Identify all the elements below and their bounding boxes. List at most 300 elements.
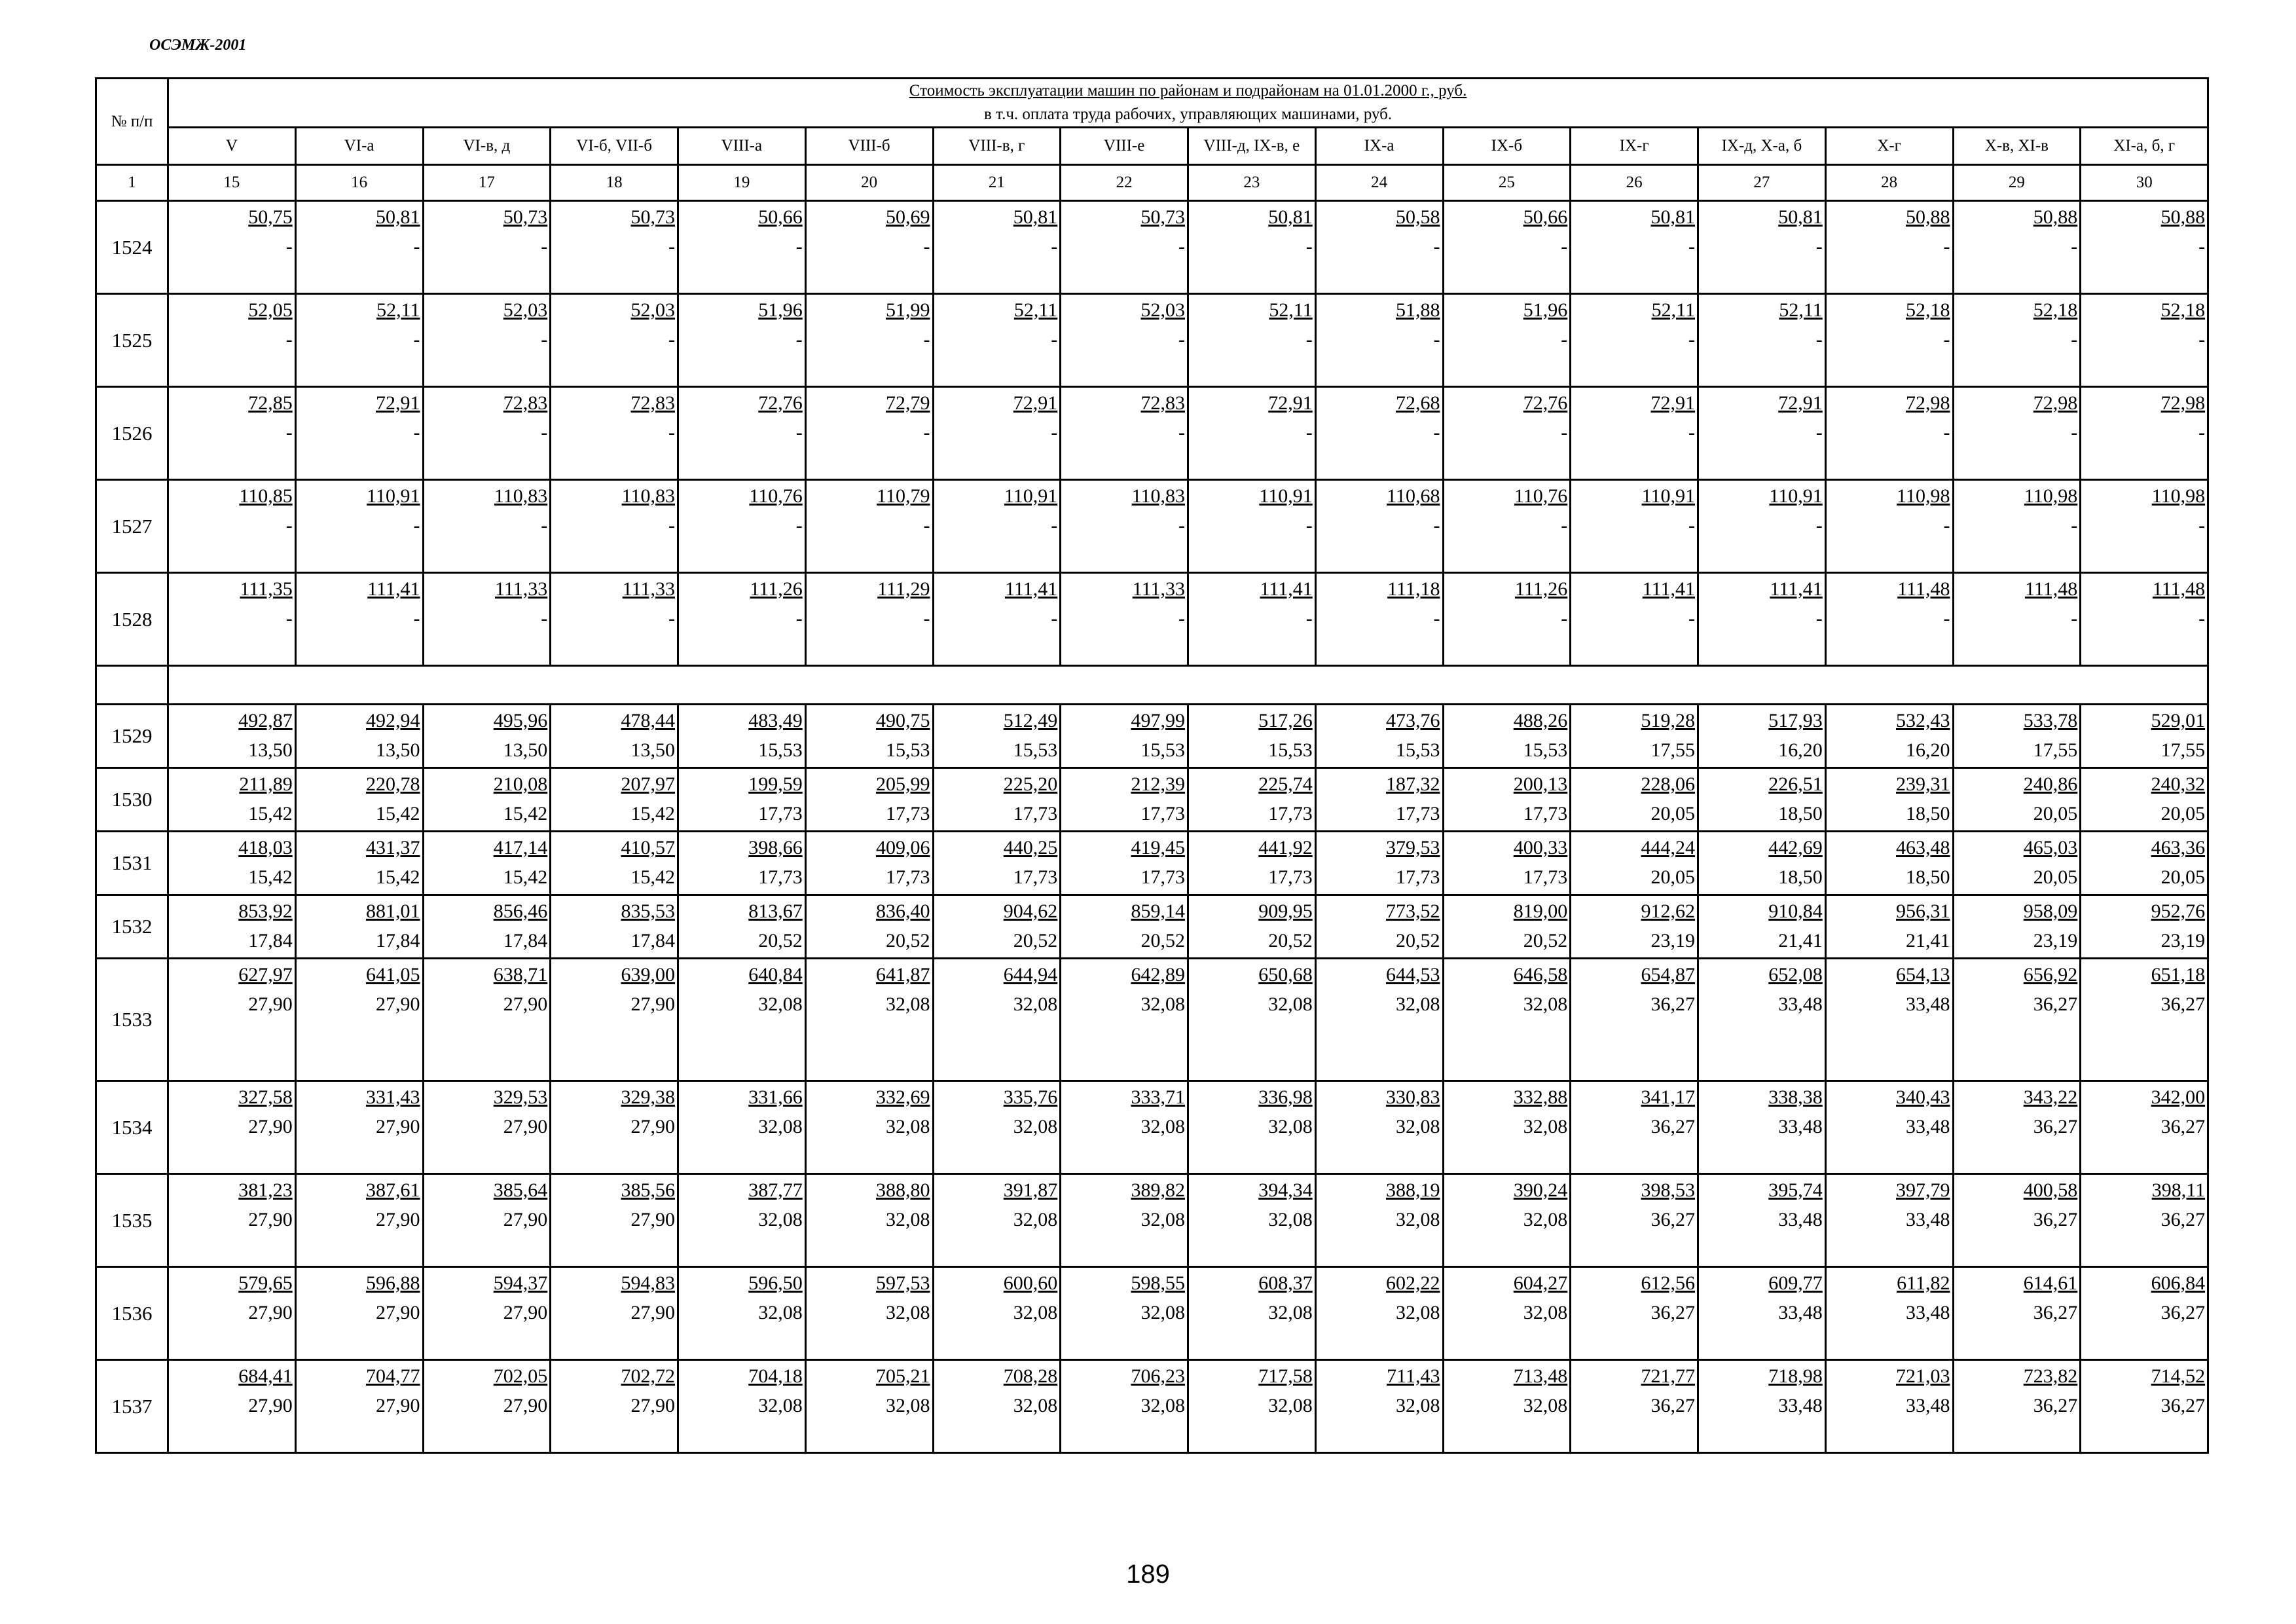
- labor-cost-value: -: [1305, 608, 1313, 629]
- operating-cost-value: 332,69: [876, 1086, 930, 1108]
- labor-cost-value: -: [668, 236, 675, 257]
- labor-cost-value: 36,27: [2160, 1116, 2206, 1137]
- value-cell: [295, 573, 423, 666]
- operating-cost-value: 853,92: [238, 900, 293, 922]
- value-cell: [551, 768, 678, 832]
- labor-cost-value: 32,08: [1140, 1302, 1185, 1323]
- operating-cost-value: 654,87: [1641, 964, 1695, 986]
- operating-cost-value: 72,91: [1013, 392, 1058, 414]
- value-cell: [1571, 1174, 1698, 1267]
- column-number-row: [96, 165, 2208, 201]
- operating-cost-value: 210,08: [493, 773, 548, 795]
- labor-cost-value: -: [668, 422, 675, 443]
- operating-cost-value: 72,98: [2160, 392, 2206, 414]
- labor-cost-value: 20,52: [886, 930, 930, 951]
- value-cell: [1061, 294, 1188, 387]
- region-header: IX-а: [1315, 128, 1443, 165]
- labor-cost-value: 17,84: [248, 930, 293, 951]
- labor-cost-value: 20,05: [2160, 866, 2206, 888]
- value-cell: [1571, 832, 1698, 895]
- operating-cost-value: 335,76: [1003, 1086, 1058, 1108]
- operating-cost-value: 881,01: [366, 900, 420, 922]
- operating-cost-value: 611,82: [1897, 1272, 1950, 1294]
- value-cell: [1953, 1174, 2081, 1267]
- operating-cost-value: 650,68: [1258, 964, 1313, 986]
- labor-cost-value: 33,48: [1906, 1116, 1950, 1137]
- labor-cost-value: 17,73: [1523, 803, 1568, 824]
- value-cell: [678, 1360, 806, 1453]
- region-header: VIII-д, IX-в, е: [1188, 128, 1316, 165]
- operating-cost-value: 52,11: [376, 299, 420, 321]
- labor-cost-value: 23,19: [2033, 930, 2078, 951]
- value-cell: [168, 201, 296, 294]
- operating-cost-value: 110,83: [621, 485, 675, 507]
- operating-cost-value: 641,05: [366, 964, 420, 986]
- value-cell: [1953, 768, 2081, 832]
- value-cell: [2081, 294, 2208, 387]
- labor-cost-value: 36,27: [1650, 993, 1695, 1015]
- labor-cost-value: 27,90: [248, 1302, 293, 1323]
- value-cell: [933, 1360, 1061, 1453]
- value-cell: [933, 387, 1061, 480]
- value-cell: [805, 387, 933, 480]
- operating-cost-value: 72,98: [1906, 392, 1950, 414]
- operating-cost-value: 492,87: [238, 710, 293, 731]
- operating-cost-value: 773,52: [1386, 900, 1440, 922]
- value-cell: [1443, 832, 1571, 895]
- operating-cost-value: 385,64: [493, 1179, 548, 1201]
- value-cell: [805, 1360, 933, 1453]
- labor-cost-value: -: [1561, 422, 1568, 443]
- labor-cost-value: 23,19: [2160, 930, 2206, 951]
- value-cell: [295, 1267, 423, 1360]
- labor-cost-value: -: [1688, 608, 1695, 629]
- table-title: [168, 79, 2208, 128]
- labor-cost-value: 20,05: [1650, 803, 1695, 824]
- operating-cost-value: 856,46: [493, 900, 548, 922]
- operating-cost-value: 398,53: [1641, 1179, 1695, 1201]
- labor-cost-value: 33,48: [1778, 1302, 1823, 1323]
- operating-cost-value: 440,25: [1003, 837, 1058, 858]
- column-number: 21: [933, 165, 1061, 201]
- value-cell: [805, 768, 933, 832]
- labor-cost-value: 17,73: [1140, 803, 1185, 824]
- labor-cost-value: 15,42: [630, 803, 675, 824]
- operating-cost-value: 329,38: [621, 1086, 675, 1108]
- value-cell: [1698, 387, 1826, 480]
- labor-cost-value: 15,42: [503, 803, 548, 824]
- value-cell: [168, 480, 296, 573]
- operating-cost-value: 387,61: [366, 1179, 420, 1201]
- labor-cost-value: -: [1178, 329, 1185, 350]
- labor-cost-value: 17,55: [1650, 739, 1695, 761]
- labor-cost-value: -: [1943, 236, 1950, 257]
- operating-cost-value: 654,13: [1896, 964, 1950, 986]
- labor-cost-value: 32,08: [1268, 1302, 1313, 1323]
- labor-cost-value: -: [795, 236, 803, 257]
- labor-cost-value: -: [2071, 329, 2078, 350]
- value-cell: [1698, 201, 1826, 294]
- labor-cost-value: 15,42: [248, 866, 293, 888]
- value-cell: [1061, 387, 1188, 480]
- value-cell: [551, 1360, 678, 1453]
- operating-cost-value: 813,67: [748, 900, 803, 922]
- value-cell: [805, 480, 933, 573]
- operating-cost-value: 110,98: [2024, 485, 2078, 507]
- value-cell: [1571, 294, 1698, 387]
- value-cell: [2081, 895, 2208, 959]
- labor-cost-value: -: [668, 329, 675, 350]
- labor-cost-value: 17,73: [1268, 866, 1313, 888]
- operating-cost-value: 684,41: [238, 1365, 293, 1387]
- labor-cost-value: 32,08: [1013, 1395, 1058, 1416]
- operating-cost-value: 912,62: [1641, 900, 1695, 922]
- value-cell: [1571, 895, 1698, 959]
- separator-cell: [96, 666, 168, 705]
- table-row: [96, 832, 2208, 895]
- labor-cost-value: -: [1305, 422, 1313, 443]
- operating-cost-value: 952,76: [2151, 900, 2206, 922]
- labor-cost-value: 32,08: [1268, 993, 1313, 1015]
- value-cell: [551, 705, 678, 768]
- operating-cost-value: 225,74: [1258, 773, 1313, 795]
- value-cell: [1825, 1360, 1953, 1453]
- operating-cost-value: 397,79: [1896, 1179, 1950, 1201]
- labor-cost-value: 32,08: [758, 1209, 803, 1230]
- value-cell: [168, 294, 296, 387]
- operating-cost-value: 52,05: [248, 299, 293, 321]
- labor-cost-value: 36,27: [2160, 1302, 2206, 1323]
- value-cell: [1188, 1360, 1316, 1453]
- labor-cost-value: -: [795, 515, 803, 536]
- operating-cost-value: 419,45: [1131, 837, 1185, 858]
- labor-cost-value: 15,42: [248, 803, 293, 824]
- labor-cost-value: -: [1815, 608, 1823, 629]
- operating-cost-value: 52,03: [630, 299, 675, 321]
- value-cell: [933, 480, 1061, 573]
- value-cell: [551, 959, 678, 1081]
- value-cell: [2081, 480, 2208, 573]
- value-cell: [1188, 573, 1316, 666]
- operating-cost-value: 111,41: [1642, 578, 1695, 600]
- labor-cost-value: 17,73: [1523, 866, 1568, 888]
- labor-cost-value: 32,08: [1523, 1395, 1568, 1416]
- row-number: 1536: [96, 1267, 168, 1360]
- operating-cost-value: 50,73: [503, 206, 548, 228]
- labor-cost-value: 32,08: [1396, 1302, 1440, 1323]
- value-cell: [423, 294, 551, 387]
- operating-cost-value: 72,85: [248, 392, 293, 414]
- operating-cost-value: 638,71: [493, 964, 548, 986]
- labor-cost-value: 36,27: [2160, 1209, 2206, 1230]
- value-cell: [1061, 1267, 1188, 1360]
- value-cell: [423, 705, 551, 768]
- value-cell: [678, 832, 806, 895]
- operating-cost-value: 52,18: [2033, 299, 2078, 321]
- value-cell: [1315, 201, 1443, 294]
- value-cell: [295, 895, 423, 959]
- operating-cost-value: 612,56: [1641, 1272, 1695, 1294]
- operating-cost-value: 656,92: [2023, 964, 2078, 986]
- value-cell: [1315, 387, 1443, 480]
- value-cell: [295, 1081, 423, 1174]
- operating-cost-value: 52,11: [1651, 299, 1695, 321]
- operating-cost-value: 385,56: [621, 1179, 675, 1201]
- value-cell: [1443, 294, 1571, 387]
- operating-cost-value: 594,83: [621, 1272, 675, 1294]
- operating-cost-value: 50,66: [758, 206, 803, 228]
- labor-cost-value: 32,08: [1268, 1395, 1313, 1416]
- region-header: IX-г: [1571, 128, 1698, 165]
- operating-cost-value: 110,76: [1514, 485, 1568, 507]
- labor-cost-value: 27,90: [630, 1302, 675, 1323]
- labor-cost-value: -: [1815, 422, 1823, 443]
- value-cell: [551, 895, 678, 959]
- value-cell: [1698, 1360, 1826, 1453]
- operating-cost-value: 52,03: [1140, 299, 1185, 321]
- operating-cost-value: 391,87: [1003, 1179, 1058, 1201]
- value-cell: [1443, 768, 1571, 832]
- value-cell: [805, 959, 933, 1081]
- operating-cost-value: 110,91: [1259, 485, 1313, 507]
- value-cell: [1825, 201, 1953, 294]
- operating-cost-value: 329,53: [493, 1086, 548, 1108]
- value-cell: [1061, 959, 1188, 1081]
- operating-cost-value: 110,83: [1131, 485, 1185, 507]
- labor-cost-value: 20,52: [1140, 930, 1185, 951]
- operating-cost-value: 702,05: [493, 1365, 548, 1387]
- labor-cost-value: -: [923, 236, 930, 257]
- operating-cost-value: 111,29: [877, 578, 930, 600]
- operating-cost-value: 859,14: [1131, 900, 1185, 922]
- column-number: 19: [678, 165, 806, 201]
- operating-cost-value: 704,18: [748, 1365, 803, 1387]
- value-cell: [1443, 959, 1571, 1081]
- operating-cost-value: 602,22: [1386, 1272, 1440, 1294]
- labor-cost-value: 17,73: [886, 866, 930, 888]
- operating-cost-value: 711,43: [1387, 1365, 1440, 1387]
- labor-cost-value: 36,27: [1650, 1395, 1695, 1416]
- labor-cost-value: 27,90: [376, 1116, 420, 1137]
- page-number: 189: [1126, 1560, 1170, 1589]
- labor-cost-value: 27,90: [503, 1395, 548, 1416]
- column-number: 16: [295, 165, 423, 201]
- labor-cost-value: -: [1943, 329, 1950, 350]
- value-cell: [295, 705, 423, 768]
- value-cell: [1825, 959, 1953, 1081]
- labor-cost-value: 27,90: [376, 1302, 420, 1323]
- labor-cost-value: 32,08: [1140, 1209, 1185, 1230]
- labor-cost-value: -: [541, 422, 548, 443]
- labor-cost-value: 20,05: [2033, 803, 2078, 824]
- operating-cost-value: 490,75: [876, 710, 930, 731]
- labor-cost-value: -: [285, 422, 293, 443]
- value-cell: [168, 1174, 296, 1267]
- value-cell: [933, 895, 1061, 959]
- operating-cost-value: 72,76: [758, 392, 803, 414]
- value-cell: [1443, 387, 1571, 480]
- value-cell: [678, 768, 806, 832]
- value-cell: [1061, 1081, 1188, 1174]
- labor-cost-value: 32,08: [1396, 993, 1440, 1015]
- operating-cost-value: 644,53: [1386, 964, 1440, 986]
- value-cell: [423, 1081, 551, 1174]
- labor-cost-value: 23,19: [1650, 930, 1695, 951]
- row-number: 1534: [96, 1081, 168, 1174]
- value-cell: [1315, 1174, 1443, 1267]
- operating-cost-value: 343,22: [2023, 1086, 2078, 1108]
- value-cell: [1953, 201, 2081, 294]
- value-cell: [1315, 1360, 1443, 1453]
- operating-cost-value: 225,20: [1003, 773, 1058, 795]
- table-row: [96, 1174, 2208, 1267]
- value-cell: [1188, 480, 1316, 573]
- labor-cost-value: 18,50: [1906, 866, 1950, 888]
- operating-cost-value: 641,87: [876, 964, 930, 986]
- value-cell: [1315, 480, 1443, 573]
- labor-cost-value: -: [1305, 329, 1313, 350]
- operating-cost-value: 717,58: [1258, 1365, 1313, 1387]
- operating-cost-value: 379,53: [1386, 837, 1440, 858]
- table-body: [96, 201, 2208, 1453]
- value-cell: [1571, 1081, 1698, 1174]
- region-header: VIII-а: [678, 128, 806, 165]
- row-number: 1530: [96, 768, 168, 832]
- labor-cost-value: 17,73: [758, 803, 803, 824]
- operating-cost-value: 220,78: [366, 773, 420, 795]
- labor-cost-value: -: [1561, 329, 1568, 350]
- labor-cost-value: 20,52: [1396, 930, 1440, 951]
- labor-cost-value: 27,90: [630, 993, 675, 1015]
- value-cell: [423, 480, 551, 573]
- labor-cost-value: 32,08: [886, 1395, 930, 1416]
- operating-cost-value: 72,91: [1268, 392, 1313, 414]
- operating-cost-value: 651,18: [2151, 964, 2206, 986]
- value-cell: [1571, 1267, 1698, 1360]
- labor-cost-value: 36,27: [2033, 1209, 2078, 1230]
- value-cell: [678, 705, 806, 768]
- value-cell: [2081, 201, 2208, 294]
- row-number: 1527: [96, 480, 168, 573]
- value-cell: [1953, 573, 2081, 666]
- value-cell: [551, 387, 678, 480]
- operating-cost-value: 333,71: [1131, 1086, 1185, 1108]
- region-header: VIII-е: [1061, 128, 1188, 165]
- operating-cost-value: 110,91: [367, 485, 420, 507]
- labor-cost-value: 17,73: [1396, 803, 1440, 824]
- value-cell: [678, 959, 806, 1081]
- operating-cost-value: 187,32: [1386, 773, 1440, 795]
- labor-cost-value: -: [1943, 515, 1950, 536]
- operating-cost-value: 111,35: [240, 578, 293, 600]
- region-header: X-в, XI-в: [1953, 128, 2081, 165]
- labor-cost-value: -: [2198, 608, 2206, 629]
- operating-cost-value: 111,48: [2152, 578, 2206, 600]
- labor-cost-value: -: [285, 329, 293, 350]
- value-cell: [1315, 895, 1443, 959]
- value-cell: [551, 573, 678, 666]
- value-cell: [678, 1081, 806, 1174]
- table-row: [96, 387, 2208, 480]
- labor-cost-value: -: [668, 515, 675, 536]
- value-cell: [1443, 1360, 1571, 1453]
- operating-cost-value: 52,18: [1906, 299, 1950, 321]
- operating-cost-value: 110,98: [2151, 485, 2206, 507]
- operating-cost-value: 909,95: [1258, 900, 1313, 922]
- value-cell: [2081, 573, 2208, 666]
- operating-cost-value: 110,91: [1004, 485, 1058, 507]
- labor-cost-value: -: [1815, 515, 1823, 536]
- operating-cost-value: 718,98: [1768, 1365, 1823, 1387]
- operating-cost-value: 72,98: [2033, 392, 2078, 414]
- column-number: 15: [168, 165, 296, 201]
- operating-cost-value: 532,43: [1896, 710, 1950, 731]
- operating-cost-value: 52,11: [1779, 299, 1823, 321]
- labor-cost-value: 36,27: [1650, 1302, 1695, 1323]
- operating-cost-value: 627,97: [238, 964, 293, 986]
- operating-cost-value: 418,03: [238, 837, 293, 858]
- labor-cost-value: 15,53: [1140, 739, 1185, 761]
- operating-cost-value: 72,83: [630, 392, 675, 414]
- value-cell: [551, 1267, 678, 1360]
- operating-cost-value: 495,96: [493, 710, 548, 731]
- labor-cost-value: -: [2071, 515, 2078, 536]
- operating-cost-value: 342,00: [2151, 1086, 2206, 1108]
- operating-cost-value: 910,84: [1768, 900, 1823, 922]
- value-cell: [1698, 1174, 1826, 1267]
- value-cell: [1825, 573, 1953, 666]
- value-cell: [805, 1267, 933, 1360]
- operating-cost-value: 228,06: [1641, 773, 1695, 795]
- operating-cost-value: 417,14: [493, 837, 548, 858]
- operating-cost-value: 51,96: [1523, 299, 1568, 321]
- labor-cost-value: 33,48: [1906, 993, 1950, 1015]
- labor-cost-value: -: [285, 608, 293, 629]
- value-cell: [678, 573, 806, 666]
- labor-cost-value: 17,84: [376, 930, 420, 951]
- column-number: 20: [805, 165, 933, 201]
- labor-cost-value: -: [2198, 515, 2206, 536]
- labor-cost-value: 36,27: [1650, 1209, 1695, 1230]
- operating-cost-value: 51,96: [758, 299, 803, 321]
- operating-cost-value: 533,78: [2023, 710, 2078, 731]
- operating-cost-value: 646,58: [1513, 964, 1568, 986]
- region-header: VI-б, VII-б: [551, 128, 678, 165]
- operating-cost-value: 50,69: [886, 206, 930, 228]
- operating-cost-value: 226,51: [1768, 773, 1823, 795]
- operating-cost-value: 473,76: [1386, 710, 1440, 731]
- value-cell: [1953, 1267, 2081, 1360]
- value-cell: [1953, 705, 2081, 768]
- labor-cost-value: 32,08: [1140, 993, 1185, 1015]
- operating-cost-value: 110,91: [1641, 485, 1695, 507]
- labor-cost-value: -: [1051, 236, 1058, 257]
- column-number: 24: [1315, 165, 1443, 201]
- value-cell: [933, 294, 1061, 387]
- value-cell: [168, 1081, 296, 1174]
- operating-cost-value: 410,57: [621, 837, 675, 858]
- row-number: 1524: [96, 201, 168, 294]
- value-cell: [1571, 480, 1698, 573]
- labor-cost-value: 20,05: [2033, 866, 2078, 888]
- value-cell: [551, 832, 678, 895]
- value-cell: [1188, 705, 1316, 768]
- operating-cost-value: 836,40: [876, 900, 930, 922]
- labor-cost-value: 15,53: [1523, 739, 1568, 761]
- labor-cost-value: -: [923, 515, 930, 536]
- labor-cost-value: 20,05: [2160, 803, 2206, 824]
- value-cell: [1698, 573, 1826, 666]
